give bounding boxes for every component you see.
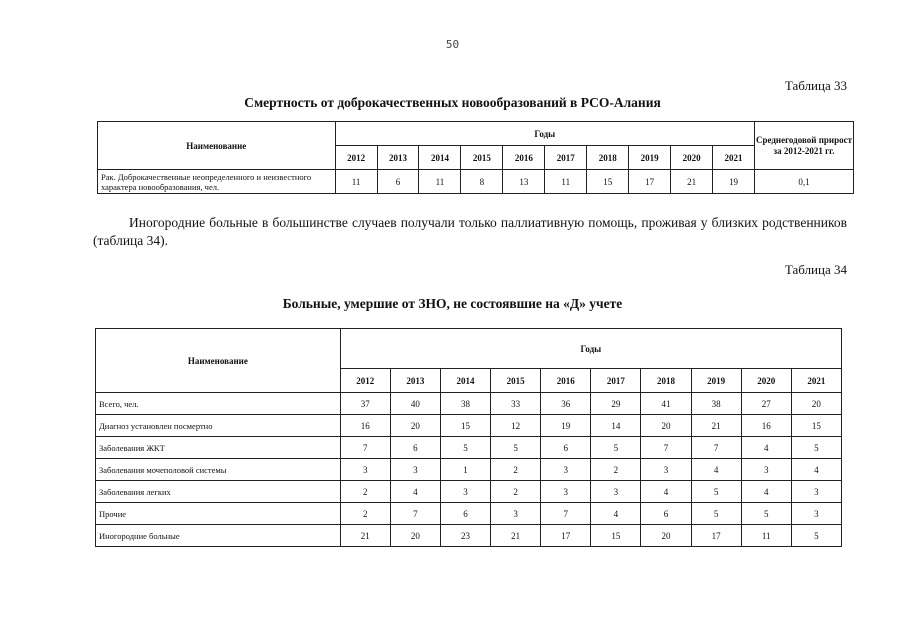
cell-value: 4 — [641, 481, 691, 503]
cell-value: 3 — [541, 459, 591, 481]
cell-value: 38 — [691, 393, 741, 415]
cell-value: 3 — [340, 459, 390, 481]
table33-year-header: 2020 — [671, 146, 713, 170]
row-name: Рак. Доброкачественные неопределенного и неизвестного характера новообразования, чел. — [98, 170, 336, 194]
row-name: Заболевания мочеполовой системы — [96, 459, 341, 481]
cell-value: 1 — [440, 459, 490, 481]
cell-value: 3 — [541, 481, 591, 503]
cell-value: 12 — [491, 415, 541, 437]
table33-year-header: 2021 — [713, 146, 755, 170]
table34-year-header: 2012 — [340, 369, 390, 393]
table34-year-header: 2020 — [741, 369, 791, 393]
table34-year-header: 2019 — [691, 369, 741, 393]
cell-value: 19 — [541, 415, 591, 437]
table-row — [96, 459, 842, 481]
table-34-title: Больные, умершие от ЗНО, не состоявшие на «Д» учете — [282, 296, 623, 311]
cell-value: 11 — [545, 170, 587, 194]
cell-value: 38 — [440, 393, 490, 415]
cell-value: 21 — [691, 415, 741, 437]
cell-value: 17 — [629, 170, 671, 194]
cell-value: 4 — [791, 459, 841, 481]
table-row — [96, 393, 842, 415]
table34-year-header: 2017 — [591, 369, 641, 393]
cell-value: 5 — [491, 437, 541, 459]
row-name: Прочие — [96, 503, 341, 525]
table34-year-header: 2021 — [791, 369, 841, 393]
cell-value: 21 — [671, 170, 713, 194]
row-name: Всего, чел. — [96, 393, 341, 415]
cell-value: 20 — [390, 525, 440, 547]
cell-value: 20 — [791, 393, 841, 415]
table-row — [96, 481, 842, 503]
cell-value: 19 — [713, 170, 755, 194]
cell-value: 3 — [641, 459, 691, 481]
cell-value: 11 — [335, 170, 377, 194]
table33-year-header: 2015 — [461, 146, 503, 170]
cell-value: 20 — [641, 525, 691, 547]
cell-value: 37 — [340, 393, 390, 415]
table34-year-header: 2015 — [491, 369, 541, 393]
table-row — [96, 437, 842, 459]
cell-value: 20 — [390, 415, 440, 437]
table-34-caption: Таблица 34 — [784, 262, 847, 277]
cell-value: 4 — [691, 459, 741, 481]
cell-value: 15 — [587, 170, 629, 194]
cell-value: 3 — [491, 503, 541, 525]
table-33-years-header: Годы — [335, 122, 754, 146]
table-33-title: Смертность от доброкачественных новообразований в РСО-Алания — [244, 95, 661, 110]
cell-value: 6 — [641, 503, 691, 525]
cell-value: 4 — [390, 481, 440, 503]
cell-value: 23 — [440, 525, 490, 547]
cell-value: 14 — [591, 415, 641, 437]
table33-year-header: 2019 — [629, 146, 671, 170]
table34-year-header: 2013 — [390, 369, 440, 393]
cell-value: 5 — [440, 437, 490, 459]
cell-value: 33 — [491, 393, 541, 415]
cell-value: 11 — [741, 525, 791, 547]
row-name: Иногородние больные — [96, 525, 341, 547]
cell-value: 20 — [641, 415, 691, 437]
table33-year-header: 2014 — [419, 146, 461, 170]
cell-value: 40 — [390, 393, 440, 415]
cell-value: 7 — [541, 503, 591, 525]
cell-value: 21 — [340, 525, 390, 547]
cell-value: 6 — [377, 170, 419, 194]
cell-value: 41 — [641, 393, 691, 415]
cell-value: 6 — [390, 437, 440, 459]
row-name: Заболевания ЖКТ — [96, 437, 341, 459]
cell-value: 15 — [791, 415, 841, 437]
table33-year-header: 2013 — [377, 146, 419, 170]
cell-value: 2 — [491, 459, 541, 481]
table-33-caption: Таблица 33 — [784, 78, 847, 93]
cell-value: 3 — [440, 481, 490, 503]
cell-value: 3 — [390, 459, 440, 481]
table33-year-header: 2016 — [503, 146, 545, 170]
table-33-growth-header: Среднегодовой прирост за 2012-2021 гг. — [754, 122, 853, 170]
page-number: 50 — [445, 38, 460, 51]
cell-value: 4 — [741, 437, 791, 459]
row-name: Заболевания легких — [96, 481, 341, 503]
cell-value: 5 — [741, 503, 791, 525]
cell-value: 6 — [440, 503, 490, 525]
table-34-years-header: Годы — [340, 329, 841, 369]
cell-value: 5 — [691, 503, 741, 525]
table-row — [96, 503, 842, 525]
cell-value: 16 — [340, 415, 390, 437]
cell-value: 5 — [591, 437, 641, 459]
cell-value: 16 — [741, 415, 791, 437]
cell-value: 17 — [541, 525, 591, 547]
table-34 — [95, 328, 842, 547]
table-34-name-header: Наименование — [96, 329, 341, 393]
cell-value: 2 — [491, 481, 541, 503]
cell-value: 11 — [419, 170, 461, 194]
cell-value: 5 — [791, 437, 841, 459]
cell-value: 6 — [541, 437, 591, 459]
cell-value: 4 — [741, 481, 791, 503]
cell-value: 2 — [340, 481, 390, 503]
cell-value: 13 — [503, 170, 545, 194]
cell-value: 17 — [691, 525, 741, 547]
cell-value: 2 — [591, 459, 641, 481]
table34-year-header: 2018 — [641, 369, 691, 393]
cell-value: 29 — [591, 393, 641, 415]
table33-year-header: 2018 — [587, 146, 629, 170]
cell-value: 3 — [791, 481, 841, 503]
table-33-name-header: Наименование — [98, 122, 336, 170]
table-row — [96, 415, 842, 437]
cell-value: 5 — [791, 525, 841, 547]
cell-value: 27 — [741, 393, 791, 415]
cell-value: 15 — [440, 415, 490, 437]
cell-value: 7 — [691, 437, 741, 459]
table-row — [96, 525, 842, 547]
row-name: Диагноз установлен посмертно — [96, 415, 341, 437]
cell-value: 21 — [491, 525, 541, 547]
table33-year-header: 2017 — [545, 146, 587, 170]
cell-value: 3 — [741, 459, 791, 481]
cell-value: 15 — [591, 525, 641, 547]
cell-value: 5 — [691, 481, 741, 503]
cell-value: 4 — [591, 503, 641, 525]
table-row — [98, 170, 854, 194]
cell-growth: 0,1 — [754, 170, 853, 194]
cell-value: 36 — [541, 393, 591, 415]
table34-year-header: 2014 — [440, 369, 490, 393]
cell-value: 2 — [340, 503, 390, 525]
table34-year-header: 2016 — [541, 369, 591, 393]
table-33 — [97, 121, 854, 194]
cell-value: 8 — [461, 170, 503, 194]
cell-value: 3 — [791, 503, 841, 525]
cell-value: 7 — [390, 503, 440, 525]
cell-value: 7 — [641, 437, 691, 459]
cell-value: 3 — [591, 481, 641, 503]
table33-year-header: 2012 — [335, 146, 377, 170]
body-paragraph: Иногородние больные в большинстве случаев получали только паллиативную помощь, проживая у близких родственников (таблица 34). — [93, 215, 847, 248]
cell-value: 7 — [340, 437, 390, 459]
